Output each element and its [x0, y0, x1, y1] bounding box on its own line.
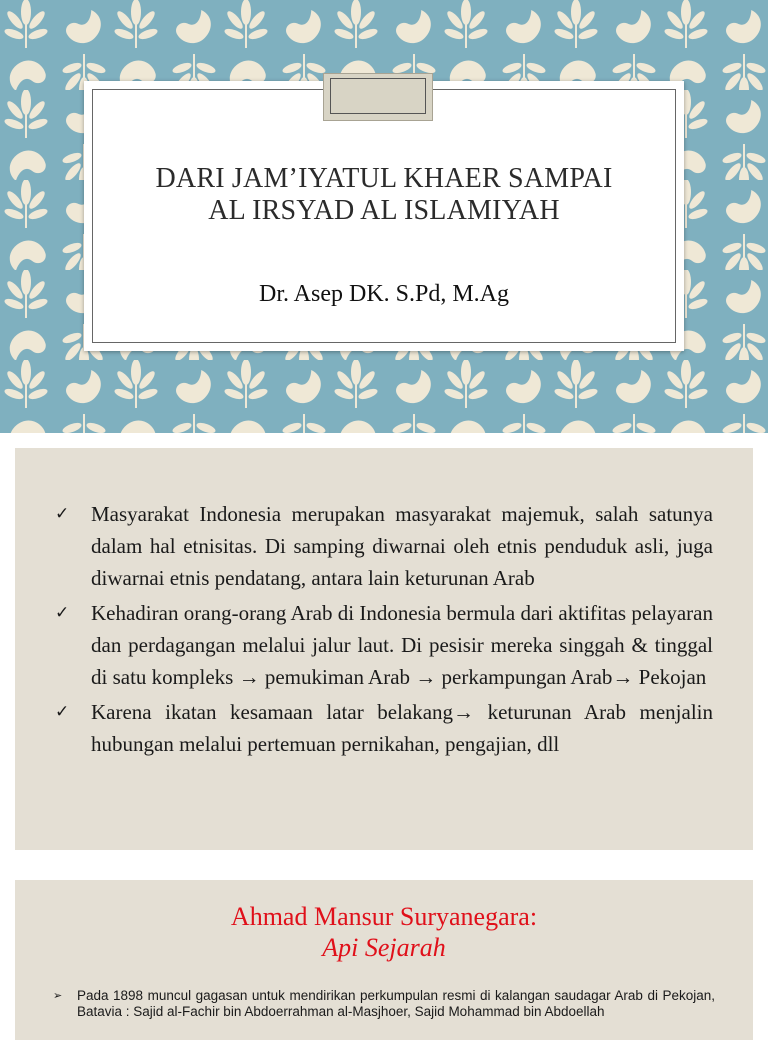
slide-title	[84, 163, 684, 227]
title-slide	[0, 0, 768, 433]
source-bullet-text: Pada 1898 muncul gagasan untuk mendirikan perkumpulan resmi di kalangan saudagar Arab di Pekojan, Batavia : Sajid al-Fachir bin Abdoerrahman al-Masjhoer, Sajid Mohammad bin Abdoellah	[77, 988, 715, 1019]
bullet-item	[55, 498, 713, 594]
source-subtitle: Api Sejarah	[322, 933, 446, 962]
bullet-item	[55, 597, 713, 693]
decorative-tab	[323, 73, 433, 121]
bullet-text: Masyarakat Indonesia merupakan masyarakat majemuk, salah satunya dalam hal etnisitas. Di samping diwarnai oleh etnis penduduk asli, juga diwarnai etnis pendatang, antara lain keturunan Arab	[91, 502, 713, 590]
decorative-tab-border	[330, 78, 426, 114]
bullet-text: Karena ikatan kesamaan latar belakang→ keturunan Arab menjalin hubungan melalui pertemuan pernikahan, pengajian, dll	[91, 700, 713, 756]
source-bullet-list	[53, 988, 715, 1020]
bullet-list	[55, 498, 713, 763]
check-icon: ✓	[55, 504, 70, 524]
title-line-1: DARI JAM’IYATUL KHAER SAMPAI	[155, 163, 613, 194]
content-slide	[15, 448, 753, 850]
check-icon: ✓	[55, 603, 70, 623]
arrow-bullet-icon: ➢	[53, 990, 63, 1002]
bullet-item	[55, 696, 713, 760]
source-slide	[15, 880, 753, 1040]
source-bullet-item	[53, 988, 715, 1020]
title-card	[84, 81, 684, 351]
check-icon: ✓	[55, 702, 70, 722]
bullet-text: Kehadiran orang-orang Arab di Indonesia bermula dari aktifitas pelayaran dan perdagangan melalui jalur laut. Di pesisir mereka singgah & tinggal di satu kompleks → pemukiman Arab → perkampungan Arab→ Pekojan	[91, 601, 713, 689]
title-line-2: AL IRSYAD AL ISLAMIYAH	[208, 195, 560, 226]
author-name: Dr. Asep DK. S.Pd, M.Ag	[258, 281, 510, 307]
source-title: Ahmad Mansur Suryanegara:	[230, 902, 538, 931]
